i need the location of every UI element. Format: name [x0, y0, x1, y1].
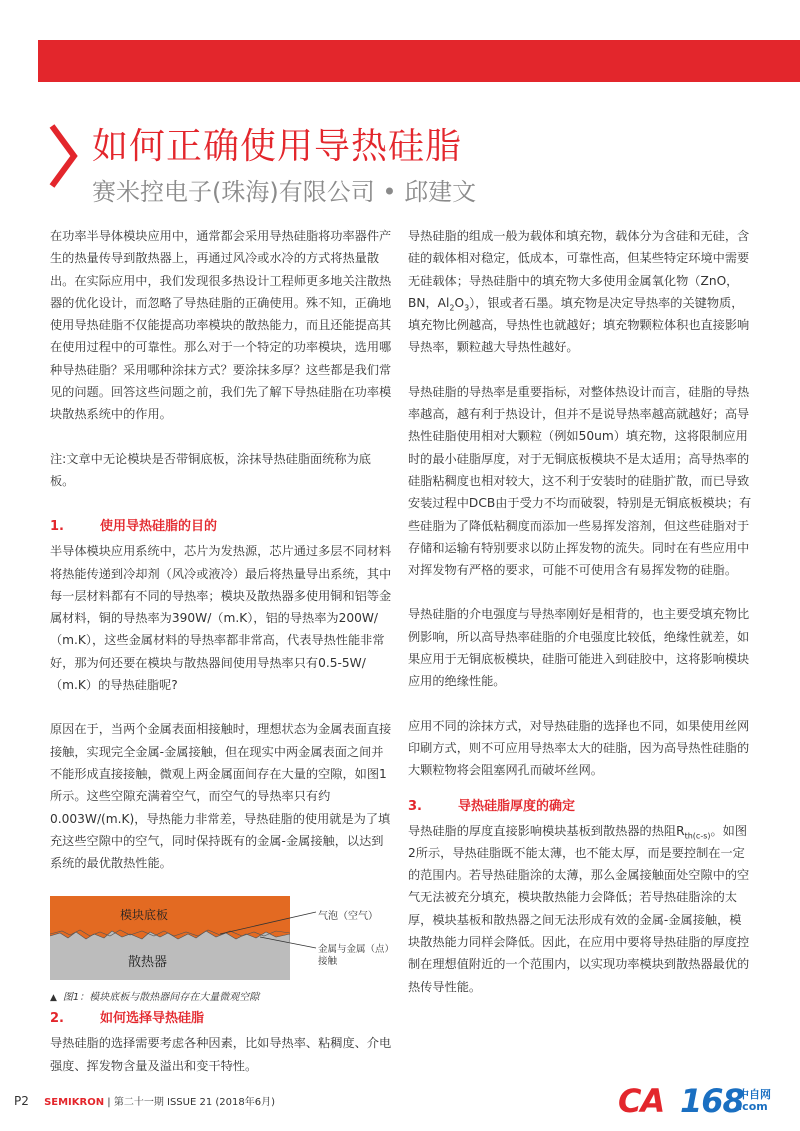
- header-red-band: [38, 40, 800, 82]
- page-number: P2: [14, 1094, 29, 1108]
- figure-1-caption: [50, 990, 395, 1006]
- logo-domain-text: .com: [738, 1100, 768, 1113]
- section-2-title: 如何选择导热硅脂: [100, 1011, 205, 1027]
- air-bubble-callout: 气泡（空气）: [318, 911, 378, 923]
- figure-1-caption-text: 图1：模块底板与散热器间存在大量微观空隙: [62, 992, 260, 1004]
- composition-paragraph: 导热硅脂的组成一般为载体和填充物，载体分为含硅和无硅，含硅的载体相对稳定，低成本，可靠性高，但某些特定环境中需要无硅载体；导热硅脂中的填充物大多使用金属氧化物（ZnO，BN，$Al_2O_3$），银或者石墨。填充物是决定导热率的关键物质，填充物比例越高，导热性也就越好；填充物颗粒体积也直接影响导热率，颗粒越大导热性越好。: [408, 229, 750, 355]
- section-1-heading: [50, 514, 395, 540]
- application-method-paragraph: 应用不同的涂抹方式，对导热硅脂的选择也不同，如果使用丝网印刷方式，则不可应用导热率太大的硅脂，因为高导热性硅脂的大颗粒物将会阻塞网孔而破坏丝网。: [408, 718, 750, 778]
- left-column: [50, 225, 395, 1077]
- article-title: 如何正确使用导热硅脂: [92, 126, 463, 167]
- section-3-heading: [408, 794, 753, 820]
- section-2-number: 2.: [50, 1011, 64, 1027]
- figure-1: [50, 890, 395, 990]
- section-1-number: 1.: [50, 519, 64, 535]
- right-column: [408, 225, 753, 998]
- logo-cn-text: 中自网: [738, 1088, 771, 1101]
- article-subtitle: 赛米控电子(珠海)有限公司 • 邱建文: [92, 178, 477, 206]
- section-1-paragraph-1: 半导体模块应用系统中，芯片为发热源，芯片通过多层不同材料将热能传递到冷却剂（风冷或液冷）最后将热量导出系统，其中每一层材料都有不同的导热率；模块及散热器多使用铜和铝等金属材料，铜的导热率为390W/（m.K），铝的导热率为200W/（m.K），这些金属材料的导热率都非常高，代表导热性能非常好，那为何还要在模块与散热器间使用导热率只有0.5-5W/（m.K）的导热硅脂呢?: [50, 544, 392, 693]
- caption-triangle-icon: ▲: [50, 993, 57, 1004]
- note-paragraph: 注:文章中无论模块是否带铜底板，涂抹导热硅脂面统称为底板。: [50, 451, 371, 488]
- figure-callout-lines: [50, 890, 395, 990]
- issue-info: | 第二十一期 ISSUE 21 (2018年6月): [107, 1097, 275, 1108]
- conductivity-paragraph: 导热硅脂的导热率是重要指标，对整体热设计而言，硅脂的导热率越高，越有利于热设计，但并不是说导热率越高就越好；高导热性硅脂使用相对大颗粒（例如50um）填充物，这将限制应用时的最小硅脂厚度，对于无铜底板模块不是太适用；高导热率的硅脂粘稠度也相对较大，这不利于安装时的硅脂扩散，而已导致安装过程中DCB由于受力不均而破裂，特别是无铜底板模块；有些硅脂为了降低粘稠度而添加一些易挥发溶剂，但这些硅脂对于存储和运输有特别要求以防止挥发物的流失。同时在有些应用中对挥发物有严格的要求，可能不可使用含有易挥发物的硅脂。: [408, 384, 752, 578]
- logo-part-168: 168: [680, 1082, 744, 1120]
- brand-name: SEMIKRON: [44, 1097, 105, 1108]
- section-3-number: 3.: [408, 798, 422, 814]
- heatsink-label: 散热器: [128, 955, 168, 971]
- ca168-logo: [618, 1082, 788, 1122]
- section-2-paragraph-1: 导热硅脂的选择需要考虑各种因素，比如导热率、粘稠度、介电强度、挥发物含量及溢出和变干特性。: [50, 1036, 392, 1073]
- metal-contact-callout: 金属与金属（点）接触: [318, 944, 395, 968]
- section-1-paragraph-2: 原因在于，当两个金属表面相接触时，理想状态为金属表面直接接触，实现完全金属-金属接触，但在现实中两金属表面之间并不能形成直接接触，微观上两金属面间存在大量的空隙，如图1所示。这些空隙充满着空气，而空气的导热率只有约0.003W/(m.K)，导热能力非常差，导热硅脂的使用就是为了填充这些空隙中的空气，同时保持既有的金属-金属接触，以达到系统的最优散热性能。: [50, 722, 392, 871]
- chevron-right-icon: [46, 122, 80, 190]
- intro-paragraph: 在功率半导体模块应用中，通常都会采用导热硅脂将功率器件产生的热量传导到散热器上，再通过风冷或水冷的方式将热量散出。在实际应用中，我们发现很多热设计工程师更多地关注散热器的优化设计，而忽略了导热硅脂的正确使用。殊不知，正确地使用导热硅脂不仅能提高功率模块的散热能力，而且还能提高其在使用过程中的可靠性。那么对于一个特定的功率模块，选用哪种导热硅脂？采用哪种涂抹方式？要涂抹多厚？这些都是我们常见的问题。回答这些问题之前，我们先了解下导热硅脂在功率模块散热系统中的作用。: [50, 229, 392, 422]
- section-3-paragraph-1: 导热硅脂的厚度直接影响模块基板到散热器的热阻$R_{th(c-s)}$。如图2所示，导热硅脂既不能太薄，也不能太厚，而是要控制在一定的范围内。若导热硅脂涂的太薄，那么金属接触面处空隙中的空气无法被充分填充，模块散热能力会降低；若导热硅脂涂的太厚，模块基板和散热器之间无法形成有效的金属-金属接触，模块散热能力同样会降低。因此，在应用中要将导热硅脂的厚度控制在理想值附近的一个范围内，以实现功率模块到散热器最优的热传导性能。: [408, 823, 750, 994]
- section-2-heading: [50, 1006, 395, 1032]
- section-3-title: 导热硅脂厚度的确定: [458, 798, 576, 814]
- dielectric-paragraph: 导热硅脂的介电强度与导热率刚好是相背的，也主要受填充物比例影响，所以高导热率硅脂的介电强度比较低，绝缘性就差，如果应用于无铜底板模块，硅脂可能进入到硅胶中，这将影响模块应用的绝缘性能。: [408, 607, 750, 689]
- logo-part-ca: CA: [618, 1082, 665, 1120]
- page-footer: [14, 1093, 275, 1108]
- section-1-title: 使用导热硅脂的目的: [100, 519, 218, 535]
- module-baseplate-label: 模块底板: [120, 908, 169, 923]
